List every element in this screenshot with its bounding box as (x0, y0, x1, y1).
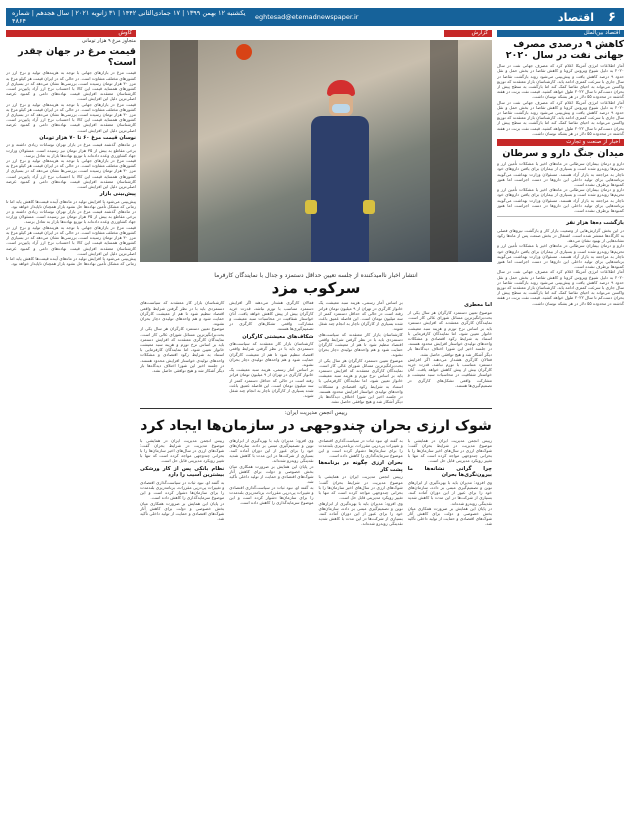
story-col-2c: موضوع تعیین دستمزد کارگران هر سال یکی از بحث‌برانگیزترین مسائل شورای عالی کار است. نمایندگان کارگری معتقدند که افزایش دستمزد باید بر اساس نرخ تورم و هزینه سبد معیشت خانوار تعیین شود، اما نمایندگان کارفرمایی با استناد به شرایط رکود اقتصادی و مشکلات واحدهای تولیدی خواستار افزایش محدود هستند. در جلسه اخیر این شورا اختلاف دیدگاه‌ها بار دیگر آشکار شد و هیچ توافقی حاصل نشد. (318, 357, 403, 405)
story-col-1b: فعالان کارگری هشدار می‌دهند اگر افزایش دستمزد متناسب با تورم نباشد، قدرت خرید کارگران بیش از پیش کاهش خواهد یافت. آنان خواستار شفافیت در محاسبات سبد معیشت و مشارکت واقعی تشکل‌های کارگری در تصمیم‌گیری‌ها هستند. (407, 356, 492, 388)
story-col-2: بر اساس آمار رسمی، هزینه سبد معیشت یک خانوار کارگری در تهران از ۹ میلیون تومان فراتر رفته است در حالی که حداقل دستمزد کمتر از سه میلیون تومان است. این فاصله عمیق باعث شده بسیاری از کارگران ناچار به انجام چند شغل شوند. (318, 300, 403, 332)
issue-date-line: یکشنبه ۱۲ بهمن ۱۳۹۹ | ۱۷ جمادی‌الثانی ۱۴۴۲ | ۳۱ ژانویه ۲۰۲۱ | سال هجدهم | شماره ۴۸۶۴ (12, 9, 246, 25)
story-subhead: شکاف‌های معیشتی کارگران (242, 333, 314, 340)
second-story-columns (140, 438, 492, 527)
right-body-3b: دارو و درمان بیماران سرطانی در ماه‌های اخیر با مشکلات تأمین ارز و تحریم‌ها روبه‌رو شده است و بسیاری از بیماران برای یافتن داروهای خود ناچار به مراجعه به بازار آزاد هستند. مسئولان وزارت بهداشت می‌گویند برنامه‌هایی برای تولید داخلی این داروها در دست اجراست اما هنوز کمبودها برطرف نشده است. (497, 243, 624, 270)
second-col-4c: در پایان این همایش بر ضرورت همکاری میان بخش خصوصی و دولت برای کاهش آثار شوک‌های اقتصادی و حمایت از تولید داخلی تأکید شد. (140, 500, 225, 522)
story-col-3c: بر اساس آمار رسمی، هزینه سبد معیشت یک خانوار کارگری در تهران از ۹ میلیون تومان فراتر رفته است در حالی که حداقل دستمزد کمتر از سه میلیون تومان است. این فاصله عمیق باعث شده بسیاری از کارگران ناچار به انجام چند شغل شوند. (229, 367, 314, 399)
story-columns (140, 300, 492, 404)
page-number: ۶ (608, 9, 616, 25)
red-lamp (236, 44, 252, 60)
left-column (6, 30, 136, 812)
left-body-3d: پیش‌بینی می‌شود با افزایش تولید در ماه‌های آینده قیمت‌ها کاهش یابد اما تا زمانی که مشکل تأمین نهاده‌ها حل نشود بازار همچنان ناپایدار خواهد بود. (6, 255, 136, 267)
story-headline: سرکوب مزد (271, 279, 361, 298)
story-col-2b: کارشناسان بازار کار معتقدند که سیاست‌های دستمزدی باید با در نظر گرفتن شرایط واقعی اقتصاد تنظیم شود تا هم از معیشت کارگران حمایت شود و هم واحدهای تولیدی دچار بحران نشوند. (318, 331, 403, 358)
right-body-1: آمار اطلاعات انرژی آمریکا اعلام کرد که مصرف جهانی نفت در سال ۲۰۲۰ به دلیل شیوع ویروس کرونا و کاهش تقاضا در بخش حمل و نقل حدود ۹ درصد کاهش یافت و پیش‌بینی می‌شود روند بازگشت تقاضا در سال جاری با سرعت کمتری ادامه یابد. کارشناسان بازار معتقدند که توزیع واکسن می‌تواند به احیای تقاضا کمک کند اما بازگشت به سطح پیش از بحران دست‌کم تا سال ۲۰۲۲ طول خواهد کشید. قیمت نفت برنت در هفته گذشته در محدوده ۵۵ دلار در هر بشکه نوسان داشت. (497, 63, 624, 100)
second-subhead-1: چرا گرانی نشانه‌ها ما بیرون‌نگری‌ها بحران (407, 465, 492, 479)
left-body-3: پیش‌بینی می‌شود با افزایش تولید در ماه‌های آینده قیمت‌ها کاهش یابد اما تا زمانی که مشکل تأمین نهاده‌ها حل نشود بازار همچنان ناپایدار خواهد بود. (6, 198, 136, 209)
section-email[interactable]: eghtesad@etemadnewspaper.ir (255, 13, 359, 21)
second-col-3b: در پایان این همایش بر ضرورت همکاری میان بخش خصوصی و دولت برای کاهش آثار شوک‌های اقتصادی و حمایت از تولید داخلی تأکید شد. (229, 463, 314, 485)
story-col-3: فعالان کارگری هشدار می‌دهند اگر افزایش دستمزد متناسب با تورم نباشد، قدرت خرید کارگران بیش از پیش کاهش خواهد یافت. آنان خواستار شفافیت در محاسبات سبد معیشت و مشارکت واقعی تشکل‌های کارگری در تصمیم‌گیری‌ها هستند. (229, 300, 314, 332)
left-body-1b: قیمت مرغ در بازارهای جهانی با توجه به هزینه‌های تولید و نرخ ارز در کشورهای مختلف متفاوت است. در حالی که در ایران قیمت هر کیلو مرغ به مرز ۳۰ هزار تومان رسیده است، بررسی‌ها نشان می‌دهد که در بسیاری از کشورهای همسایه قیمت این کالا با احتساب نرخ ارز آزاد پایین‌تر است. کارشناسان معتقدند افزایش قیمت نهاده‌های دامی و کمبود عرضه اصلی‌ترین دلیل این افزایش است. (6, 101, 136, 133)
face-mask (332, 104, 350, 113)
worker-photo (140, 40, 492, 262)
second-story-headline: شوک ارزی بحران چندوجهی در سازمان‌ها ایجاد کرد (140, 417, 492, 434)
left-body-3c: قیمت مرغ در بازارهای جهانی با توجه به هزینه‌های تولید و نرخ ارز در کشورهای مختلف متفاوت است. در حالی که در ایران قیمت هر کیلو مرغ به مرز ۳۰ هزار تومان رسیده است، بررسی‌ها نشان می‌دهد که در بسیاری از کشورهای همسایه قیمت این کالا با احتساب نرخ ارز آزاد پایین‌تر است. کارشناسان معتقدند افزایش قیمت نهاده‌های دامی و کمبود عرضه اصلی‌ترین دلیل این افزایش است. (6, 224, 136, 256)
story-col-1: موضوع تعیین دستمزد کارگران هر سال یکی از بحث‌برانگیزترین مسائل شورای عالی کار است. نمایندگان کارگری معتقدند که افزایش دستمزد باید بر اساس نرخ تورم و هزینه سبد معیشت خانوار تعیین شود، اما نمایندگان کارفرمایی با استناد به شرایط رکود اقتصادی و مشکلات واحدهای تولیدی خواستار افزایش محدود هستند. در جلسه اخیر این شورا اختلاف دیدگاه‌ها بار دیگر آشکار شد و هیچ توافقی حاصل نشد. (407, 309, 492, 357)
right-body-3c: آمار اطلاعات انرژی آمریکا اعلام کرد که مصرف جهانی نفت در سال ۲۰۲۰ به دلیل شیوع ویروس کرونا و کاهش تقاضا در بخش حمل و نقل حدود ۹ درصد کاهش یافت و پیش‌بینی می‌شود روند بازگشت تقاضا در سال جاری با سرعت کمتری ادامه یابد. کارشناسان بازار معتقدند که توزیع واکسن می‌تواند به احیای تقاضا کمک کند اما بازگشت به سطح پیش از بحران دست‌کم تا سال ۲۰۲۲ طول خواهد کشید. قیمت نفت برنت در هفته گذشته در محدوده ۵۵ دلار در هر بشکه نوسان داشت. (497, 269, 624, 306)
second-col-3c: به گفته او، نبود ثبات در سیاست‌گذاری اقتصادی و تغییرات پی‌درپی مقررات، برنامه‌ریزی بلندمدت را برای سازمان‌ها دشوار کرده است و این موضوع سرمایه‌گذاری را کاهش داده است. (229, 484, 314, 506)
second-story-kicker: رییس انجمن مدیریت ایران: (284, 410, 348, 417)
divider (497, 216, 624, 217)
section-title: اقتصاد (557, 10, 594, 24)
right-headline-2: میدان جنگ دارو و سرطان (502, 148, 624, 160)
page-header-bar (6, 8, 624, 26)
right-subhead: بازگشت ده‌ها هزار نفر (566, 220, 624, 227)
worker-figure (305, 80, 375, 262)
second-col-1c: در پایان این همایش بر ضرورت همکاری میان بخش خصوصی و دولت برای کاهش آثار شوک‌های اقتصادی و حمایت از تولید داخلی تأکید شد. (407, 505, 492, 527)
right-body-3: در این بخش گزارش‌هایی از وضعیت بازار کار و بازگشت نیروهای فصلی به کارگاه‌ها منتشر شده است. اشتغال در بخش صنعت پس از ماه‌ها رکود نشانه‌هایی از بهبود نشان می‌دهد. (497, 227, 624, 244)
story-divider (140, 408, 492, 409)
story-kicker: انتشار اخبار ناامیدکننده از جلسه تعیین حداقل دستمزد و جدال با نمایندگان کارفرما (214, 272, 418, 280)
right-body-2: دارو و درمان بیماران سرطانی در ماه‌های اخیر با مشکلات تأمین ارز و تحریم‌ها روبه‌رو شده است و بسیاری از بیماران برای یافتن داروهای خود ناچار به مراجعه به بازار آزاد هستند. مسئولان وزارت بهداشت می‌گویند برنامه‌هایی برای تولید داخلی این داروها در دست اجراست اما هنوز کمبودها برطرف نشده است. (497, 161, 624, 188)
right-body-2b: دارو و درمان بیماران سرطانی در ماه‌های اخیر با مشکلات تأمین ارز و تحریم‌ها روبه‌رو شده است و بسیاری از بیماران برای یافتن داروهای خود ناچار به مراجعه به بازار آزاد هستند. مسئولان وزارت بهداشت می‌گویند برنامه‌هایی برای تولید داخلی این داروها در دست اجراست اما هنوز کمبودها برطرف نشده است. (497, 187, 624, 214)
main-column (140, 30, 492, 812)
second-col-2c: وی افزود: مدیران باید با بهره‌گیری از ابزارهای نوین و تصمیم‌گیری مبتنی بر داده، سازمان‌های خود را برای عبور از این دوران آماده کنند. بسیاری از شرکت‌ها در این مدت با کاهش شدید نقدینگی روبه‌رو شده‌اند. (318, 500, 403, 527)
left-kicker: متجاوز مرغ ۹ هزار تومانی (81, 38, 136, 45)
right-column (497, 30, 624, 812)
left-headline: قیمت مرغ در جهان چقدر است؟ (18, 46, 136, 69)
left-body-1: قیمت مرغ در بازارهای جهانی با توجه به هزینه‌های تولید و نرخ ارز در کشورهای مختلف متفاوت است. در حالی که در ایران قیمت هر کیلو مرغ به مرز ۳۰ هزار تومان رسیده است، بررسی‌ها نشان می‌دهد که در بسیاری از کشورهای همسایه قیمت این کالا با احتساب نرخ ارز آزاد پایین‌تر است. کارشناسان معتقدند افزایش قیمت نهاده‌های دامی و کمبود عرضه اصلی‌ترین دلیل این افزایش است. (6, 70, 136, 102)
right-headline-1: کاهش ۹ درصدی مصرف جهانی نفت در سال ۲۰۲۰ (505, 39, 624, 62)
main-section-tag: گزارش (444, 30, 492, 37)
second-subhead-2: بحران ارزی چگونه در برنامه‌ها پشت کار (318, 460, 403, 473)
right-body-1b: آمار اطلاعات انرژی آمریکا اعلام کرد که مصرف جهانی نفت در سال ۲۰۲۰ به دلیل شیوع ویروس کرونا و کاهش تقاضا در بخش حمل و نقل حدود ۹ درصد کاهش یافت و پیش‌بینی می‌شود روند بازگشت تقاضا در سال جاری با سرعت کمتری ادامه یابد. کارشناسان بازار معتقدند که توزیع واکسن می‌تواند به احیای تقاضا کمک کند اما بازگشت به سطح پیش از بحران دست‌کم تا سال ۲۰۲۲ طول خواهد کشید. قیمت نفت برنت در هفته گذشته در محدوده ۵۵ دلار در هر بشکه نوسان داشت. (497, 99, 624, 136)
right-section-tag-1: اقتصاد بین‌الملل (497, 30, 624, 37)
story-col-4b: موضوع تعیین دستمزد کارگران هر سال یکی از بحث‌برانگیزترین مسائل شورای عالی کار است. نمایندگان کارگری معتقدند که افزایش دستمزد باید بر اساس نرخ تورم و هزینه سبد معیشت خانوار تعیین شود، اما نمایندگان کارفرمایی با استناد به شرایط رکود اقتصادی و مشکلات واحدهای تولیدی خواستار افزایش محدود هستند. در جلسه اخیر این شورا اختلاف دیدگاه‌ها بار دیگر آشکار شد و هیچ توافقی حاصل نشد. (140, 326, 225, 374)
left-body-2b: قیمت مرغ در بازارهای جهانی با توجه به هزینه‌های تولید و نرخ ارز در کشورهای مختلف متفاوت است. در حالی که در ایران قیمت هر کیلو مرغ به مرز ۳۰ هزار تومان رسیده است، بررسی‌ها نشان می‌دهد که در بسیاری از کشورهای همسایه قیمت این کالا با احتساب نرخ ارز آزاد پایین‌تر است. کارشناسان معتقدند افزایش قیمت نهاده‌های دامی و کمبود عرضه اصلی‌ترین دلیل این افزایش است. (6, 157, 136, 189)
left-subhead-1: نوسان قیمت مرغ ۶۰ تا ۷۰ هزار تومان (39, 134, 136, 141)
second-col-1b: وی افزود: مدیران باید با بهره‌گیری از ابزارهای نوین و تصمیم‌گیری مبتنی بر داده، سازمان‌های خود را برای عبور از این دوران آماده کنند. بسیاری از شرکت‌ها در این مدت با کاهش شدید نقدینگی روبه‌رو شده‌اند. (407, 479, 492, 506)
story-col-3b: کارشناسان بازار کار معتقدند که سیاست‌های دستمزدی باید با در نظر گرفتن شرایط واقعی اقتصاد تنظیم شود تا هم از معیشت کارگران حمایت شود و هم واحدهای تولیدی دچار بحران نشوند. (229, 341, 314, 367)
second-col-4: رییس انجمن مدیریت ایران در همایشی با موضوع مدیریت در شرایط بحران گفت: شوک‌های ارزی در سال‌های اخیر سازمان‌ها را با بحرانی چندوجهی مواجه کرده است که تنها با تغییر رویکرد مدیریتی قابل حل است. (140, 437, 225, 464)
second-col-4b: به گفته او، نبود ثبات در سیاست‌گذاری اقتصادی و تغییرات پی‌درپی مقررات، برنامه‌ریزی بلندمدت را برای سازمان‌ها دشوار کرده است و این موضوع سرمایه‌گذاری را کاهش داده است. (140, 479, 225, 501)
story-col-4: کارشناسان بازار کار معتقدند که سیاست‌های دستمزدی باید با در نظر گرفتن شرایط واقعی اقتصاد تنظیم شود تا هم از معیشت کارگران حمایت شود و هم واحدهای تولیدی دچار بحران نشوند. (140, 300, 225, 327)
right-section-tag-2: اخبار از صنعت و تجارت (497, 139, 624, 146)
left-section-tag: کاوش (6, 30, 136, 37)
byline: اما معطری (464, 302, 492, 309)
left-subhead-2: پیش‌بینی بازار (99, 191, 136, 198)
second-col-3: وی افزود: مدیران باید با بهره‌گیری از ابزارهای نوین و تصمیم‌گیری مبتنی بر داده، سازمان‌های خود را برای عبور از این دوران آماده کنند. بسیاری از شرکت‌ها در این مدت با کاهش شدید نقدینگی روبه‌رو شده‌اند. (229, 437, 314, 464)
second-col-2b: رییس انجمن مدیریت ایران در همایشی با موضوع مدیریت در شرایط بحران گفت: شوک‌های ارزی در سال‌های اخیر سازمان‌ها را با بحرانی چندوجهی مواجه کرده است که تنها با تغییر رویکرد مدیریتی قابل حل است. (318, 474, 403, 501)
second-col-1: رییس انجمن مدیریت ایران در همایشی با موضوع مدیریت در شرایط بحران گفت: شوک‌های ارزی در سال‌های اخیر سازمان‌ها را با بحرانی چندوجهی مواجه کرده است که تنها با تغییر رویکرد مدیریتی قابل حل است. (407, 437, 492, 464)
left-body-3b: در ماه‌های گذشته قیمت مرغ در بازار تهران نوسانات زیادی داشته و در برخی مقاطع به بیش از ۳۵ هزار تومان نیز رسیده است. مسئولان وزارت جهاد کشاورزی وعده داده‌اند با توزیع نهاده‌ها بازار به تعادل برسد. (6, 209, 136, 225)
second-subhead-3: نظام بانکی پس از کار ورشکی بیشترین آسیب را دارد (140, 465, 225, 479)
second-col-2: به گفته او، نبود ثبات در سیاست‌گذاری اقتصادی و تغییرات پی‌درپی مقررات، برنامه‌ریزی بلندمدت را برای سازمان‌ها دشوار کرده است و این موضوع سرمایه‌گذاری را کاهش داده است. (318, 437, 403, 459)
left-body-2: در ماه‌های گذشته قیمت مرغ در بازار تهران نوسانات زیادی داشته و در برخی مقاطع به بیش از ۳۵ هزار تومان نیز رسیده است. مسئولان وزارت جهاد کشاورزی وعده داده‌اند با توزیع نهاده‌ها بازار به تعادل برسد. (6, 142, 136, 158)
